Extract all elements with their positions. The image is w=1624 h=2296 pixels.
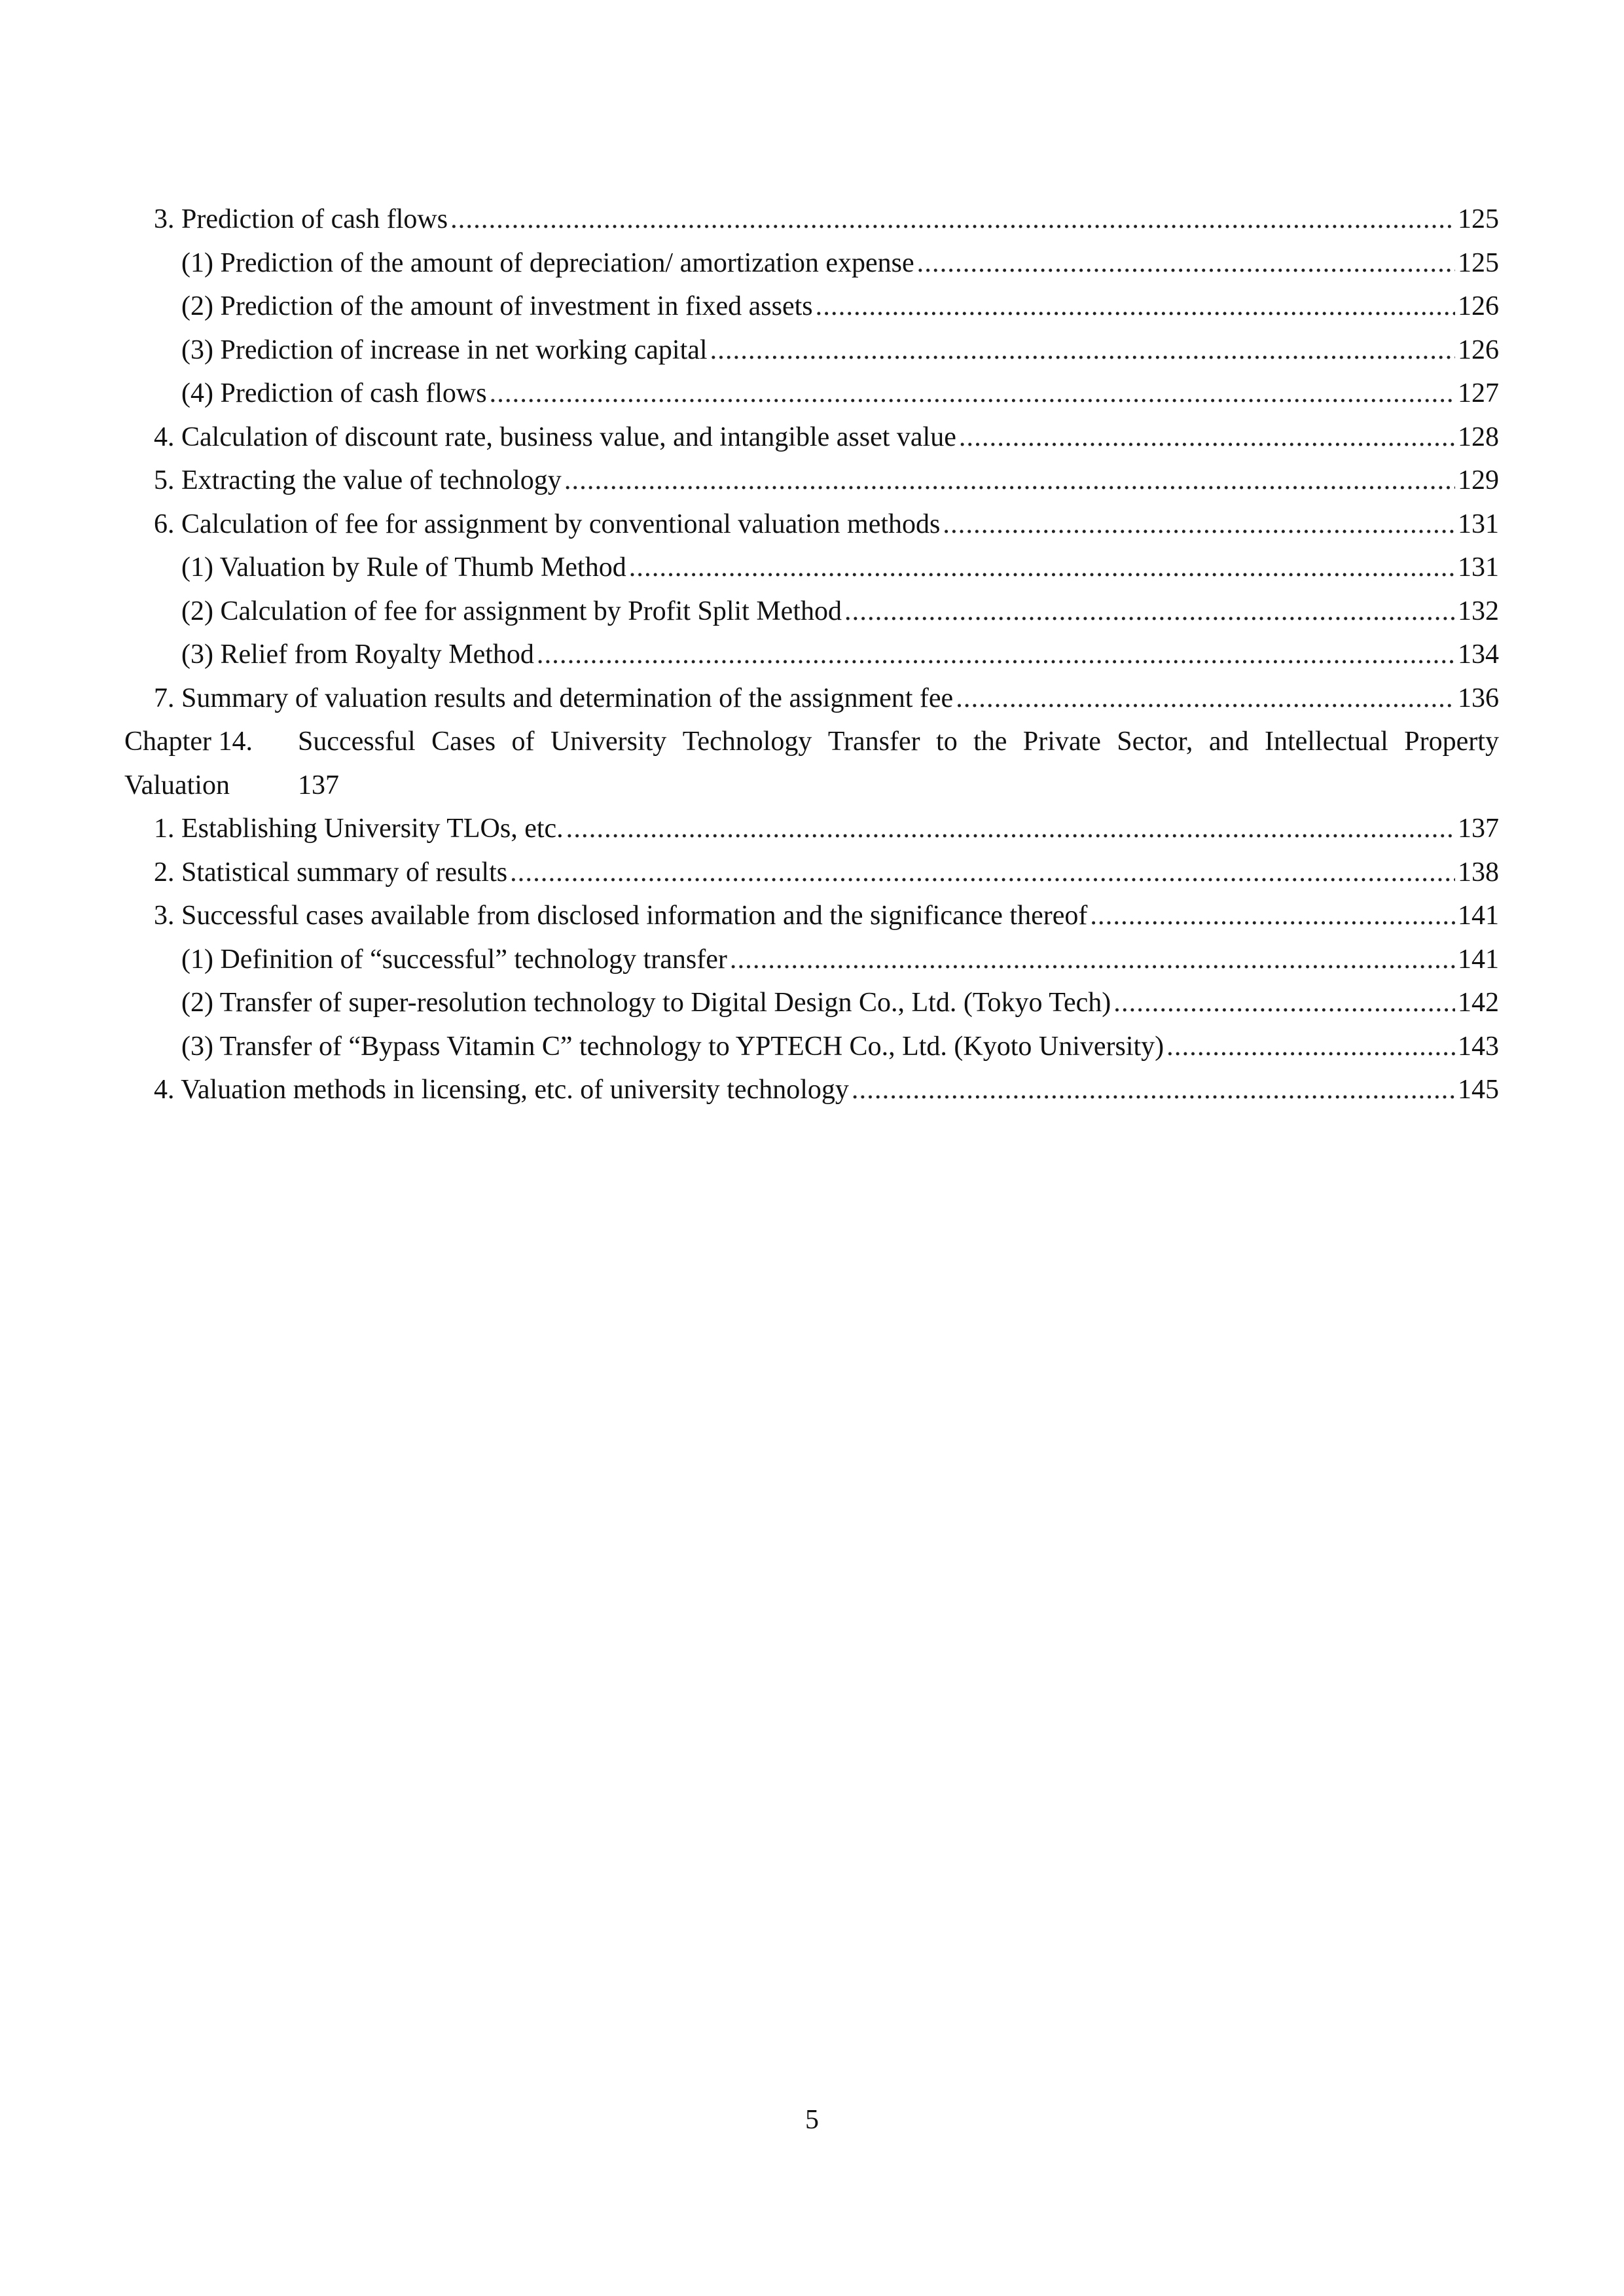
toc-entry-title: 7. Summary of valuation results and determination of the assignment fee xyxy=(154,683,954,713)
dot-leader xyxy=(959,416,1455,459)
toc-entry[interactable] xyxy=(124,981,1499,1025)
toc-entry-title: 5. Extracting the value of technology xyxy=(154,465,562,495)
dot-leader xyxy=(1090,894,1455,938)
table-of-contents xyxy=(124,198,1499,1112)
chapter-title-word: the xyxy=(973,726,1007,757)
dot-leader xyxy=(710,329,1455,372)
toc-entry-page-number: 129 xyxy=(1458,465,1499,495)
toc-entry-page-number: 132 xyxy=(1458,596,1499,626)
chapter-title-word: Successful xyxy=(298,726,416,757)
toc-entry-page-number: 138 xyxy=(1458,857,1499,888)
toc-entry-page-number: 131 xyxy=(1458,509,1499,539)
toc-entry-page-number: 142 xyxy=(1458,988,1499,1018)
toc-entry-title: 4. Calculation of discount rate, business value, and intangible asset value xyxy=(154,422,956,452)
chapter-heading-line-1 xyxy=(124,720,1499,764)
toc-entry-page-number: 126 xyxy=(1458,334,1499,365)
chapter-title-word: Sector, xyxy=(1117,726,1193,757)
toc-entry-title: 3. Prediction of cash flows xyxy=(154,204,448,234)
toc-entry-page-number: 126 xyxy=(1458,291,1499,321)
chapter-title-word: Transfer xyxy=(827,726,920,757)
toc-entry-title: (3) Relief from Royalty Method xyxy=(181,639,534,670)
chapter-title-word: University xyxy=(550,726,667,757)
toc-entry[interactable] xyxy=(124,242,1499,285)
toc-entry[interactable] xyxy=(124,459,1499,503)
dot-leader xyxy=(490,372,1455,416)
toc-entry[interactable] xyxy=(124,1025,1499,1069)
toc-entry[interactable] xyxy=(124,677,1499,721)
chapter-title-word: Private xyxy=(1022,726,1101,757)
toc-entry[interactable] xyxy=(124,590,1499,634)
toc-entry-title: (1) Definition of “successful” technology transfer xyxy=(181,944,727,975)
dot-leader xyxy=(844,590,1455,634)
dot-leader xyxy=(566,807,1455,851)
toc-entry[interactable] xyxy=(124,894,1499,938)
dot-leader xyxy=(917,242,1455,285)
dot-leader xyxy=(564,459,1455,503)
chapter-title-word: Cases xyxy=(431,726,496,757)
toc-entry-title: (1) Valuation by Rule of Thumb Method xyxy=(181,552,626,583)
footer-page-number: 5 xyxy=(805,2105,819,2135)
toc-entry-page-number: 128 xyxy=(1458,422,1499,452)
toc-entry[interactable] xyxy=(124,807,1499,851)
toc-entry-page-number: 145 xyxy=(1458,1075,1499,1105)
dot-leader xyxy=(629,546,1455,590)
dot-leader xyxy=(816,285,1455,329)
chapter-title-word: and xyxy=(1208,726,1249,757)
toc-entry-page-number: 137 xyxy=(1458,814,1499,844)
dot-leader xyxy=(537,633,1455,677)
toc-entry-title: 1. Establishing University TLOs, etc. xyxy=(154,814,564,844)
toc-entry-page-number: 141 xyxy=(1458,901,1499,931)
dot-leader xyxy=(956,677,1455,721)
toc-entry[interactable] xyxy=(124,285,1499,329)
toc-entry[interactable] xyxy=(124,198,1499,242)
toc-entry-page-number: 125 xyxy=(1458,247,1499,278)
toc-entry-page-number: 125 xyxy=(1458,204,1499,234)
toc-entry-page-number: 134 xyxy=(1458,639,1499,670)
toc-entry-page-number: 141 xyxy=(1458,944,1499,975)
toc-section-after-chapter xyxy=(124,807,1499,1112)
chapter-heading-line-2 xyxy=(124,764,1499,808)
toc-entry-title: (3) Prediction of increase in net working capital xyxy=(181,334,708,365)
toc-entry[interactable] xyxy=(124,416,1499,459)
chapter-title-line-2: Valuation xyxy=(124,770,230,800)
dot-leader xyxy=(510,851,1455,895)
toc-entry[interactable] xyxy=(124,851,1499,895)
chapter-title-line-1 xyxy=(298,720,1499,764)
chapter-page-number: 137 xyxy=(298,770,339,800)
toc-entry-page-number: 127 xyxy=(1458,378,1499,408)
toc-entry-title: (2) Transfer of super-resolution technology to Digital Design Co., Ltd. (Tokyo Tech) xyxy=(181,988,1111,1018)
chapter-title-word: Technology xyxy=(682,726,812,757)
toc-entry[interactable] xyxy=(124,546,1499,590)
chapter-title-word: to xyxy=(936,726,958,757)
dot-leader xyxy=(1166,1025,1455,1069)
dot-leader xyxy=(1113,981,1455,1025)
toc-entry[interactable] xyxy=(124,372,1499,416)
toc-entry-title: (1) Prediction of the amount of depreciation/ amortization expense xyxy=(181,247,914,278)
toc-section-before-chapter xyxy=(124,198,1499,720)
toc-entry[interactable] xyxy=(124,938,1499,982)
chapter-number: Chapter 14. xyxy=(124,726,253,757)
toc-entry-title: (2) Prediction of the amount of investment in fixed assets xyxy=(181,291,813,321)
toc-entry-page-number: 143 xyxy=(1458,1031,1499,1062)
toc-entry-title: 3. Successful cases available from disclosed information and the significance thereof xyxy=(154,901,1088,931)
toc-entry[interactable] xyxy=(124,633,1499,677)
dot-leader xyxy=(852,1068,1455,1112)
toc-entry[interactable] xyxy=(124,1068,1499,1112)
toc-entry-page-number: 136 xyxy=(1458,683,1499,713)
toc-entry-title: 4. Valuation methods in licensing, etc. of university technology xyxy=(154,1075,849,1105)
chapter-title-word: Property xyxy=(1404,726,1499,757)
toc-entry-title: (2) Calculation of fee for assignment by Profit Split Method xyxy=(181,596,842,626)
dot-leader xyxy=(730,938,1455,982)
toc-entry-title: 2. Statistical summary of results xyxy=(154,857,508,888)
toc-entry-title: (4) Prediction of cash flows xyxy=(181,378,487,408)
dot-leader xyxy=(943,503,1455,547)
toc-entry[interactable] xyxy=(124,329,1499,372)
toc-entry-page-number: 131 xyxy=(1458,552,1499,583)
toc-entry-title: (3) Transfer of “Bypass Vitamin C” technology to YPTECH Co., Ltd. (Kyoto University) xyxy=(181,1031,1164,1062)
toc-entry-title: 6. Calculation of fee for assignment by conventional valuation methods xyxy=(154,509,941,539)
toc-entry[interactable] xyxy=(124,503,1499,547)
dot-leader xyxy=(450,198,1455,242)
chapter-title-word: of xyxy=(511,726,535,757)
chapter-title-word: Intellectual xyxy=(1264,726,1388,757)
chapter-14-entry[interactable] xyxy=(124,720,1499,807)
